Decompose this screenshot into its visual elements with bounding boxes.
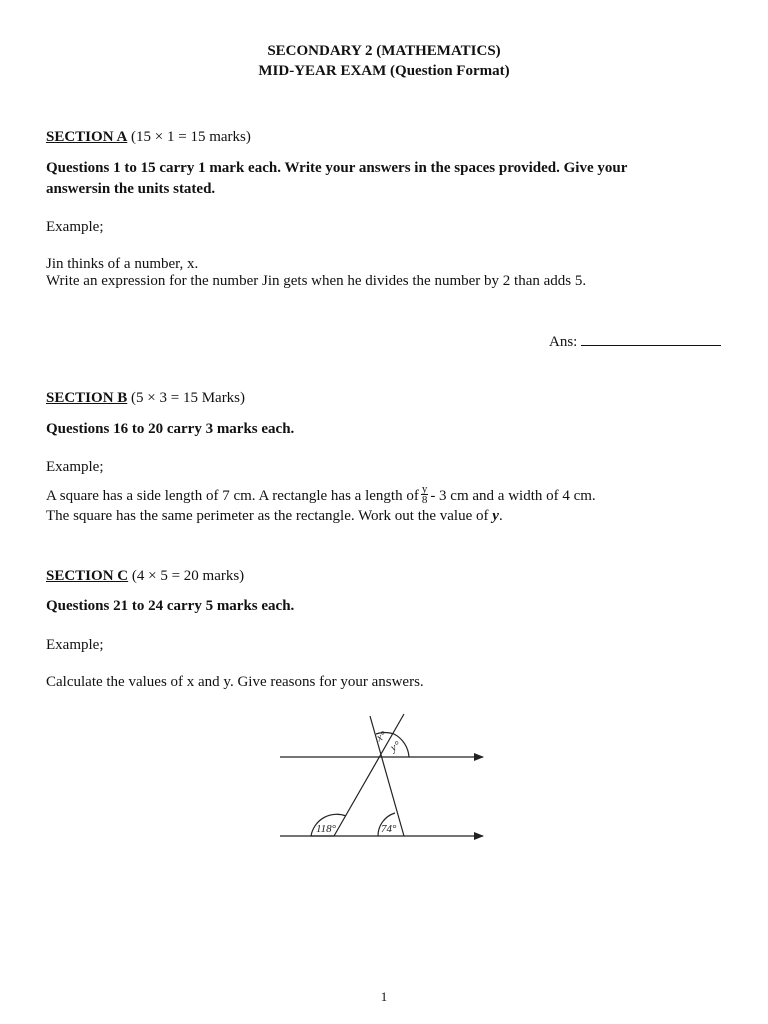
section-b-example-label: Example; [46, 459, 104, 475]
section-a-instruction-line2: answersin the units stated. [46, 181, 216, 197]
section-b-question-part2: - 3 cm and a width of 4 cm. [430, 487, 596, 504]
section-c-question: Calculate the values of x and y. Give reasons for your answers. [46, 674, 424, 690]
section-a-question-line1: Jin thinks of a number, x. [46, 256, 199, 272]
exam-title: MID-YEAR EXAM (Question Format) [258, 63, 510, 79]
angle-y-label: y° [388, 739, 403, 755]
section-a-instruction-line1: Questions 1 to 15 carry 1 mark each. Write your answers in the spaces provided. Give your [46, 160, 628, 176]
page-number: 1 [380, 989, 388, 1004]
fraction-numerator: y [421, 483, 428, 495]
section-a-marks: (15 × 1 = 15 marks) [131, 129, 251, 145]
section-b-question-part1: A square has a side length of 7 cm. A rectangle has a length of [46, 487, 419, 504]
section-b-question-line2-text: The square has the same perimeter as the rectangle. Work out the value of [46, 508, 489, 524]
upper-line-arrow [474, 753, 484, 761]
angle-118-label: 118° [316, 823, 337, 835]
section-a-question-line2: Write an expression for the number Jin gets when he divides the number by 2 than adds 5. [46, 273, 587, 289]
section-b-question-line1 [46, 483, 596, 507]
left-transversal [334, 714, 404, 836]
fraction-y-over-8 [421, 484, 429, 505]
section-a-heading [46, 129, 251, 146]
lower-line-arrow [474, 832, 484, 840]
section-c-instruction: Questions 21 to 24 carry 5 marks each. [46, 598, 295, 614]
section-b-marks: (5 × 3 = 15 Marks) [131, 390, 246, 406]
section-c-example-label: Example; [46, 637, 104, 653]
section-a-title: SECTION A [46, 129, 128, 145]
section-b-instruction: Questions 16 to 20 carry 3 marks each. [46, 421, 295, 437]
parallel-lines-angle-diagram [278, 712, 490, 844]
section-b-question-period: . [498, 508, 503, 524]
answer-row [549, 332, 721, 351]
answer-label: Ans: [549, 334, 578, 350]
answer-blank-line[interactable] [581, 332, 721, 346]
section-b-heading [46, 390, 245, 407]
section-c-title: SECTION C [46, 568, 129, 584]
section-c-heading [46, 568, 244, 585]
section-c-marks: (4 × 5 = 20 marks) [131, 568, 245, 584]
variable-y: y [492, 508, 499, 524]
section-b-title: SECTION B [46, 390, 128, 406]
angle-x-label: x° [374, 729, 389, 745]
section-a-example-label: Example; [46, 219, 104, 235]
fraction-denominator: 8 [421, 494, 428, 506]
exam-subject-title: SECONDARY 2 (MATHEMATICS) [267, 43, 501, 59]
section-b-question-line2 [46, 508, 503, 525]
angle-74-label: 74° [381, 823, 397, 835]
